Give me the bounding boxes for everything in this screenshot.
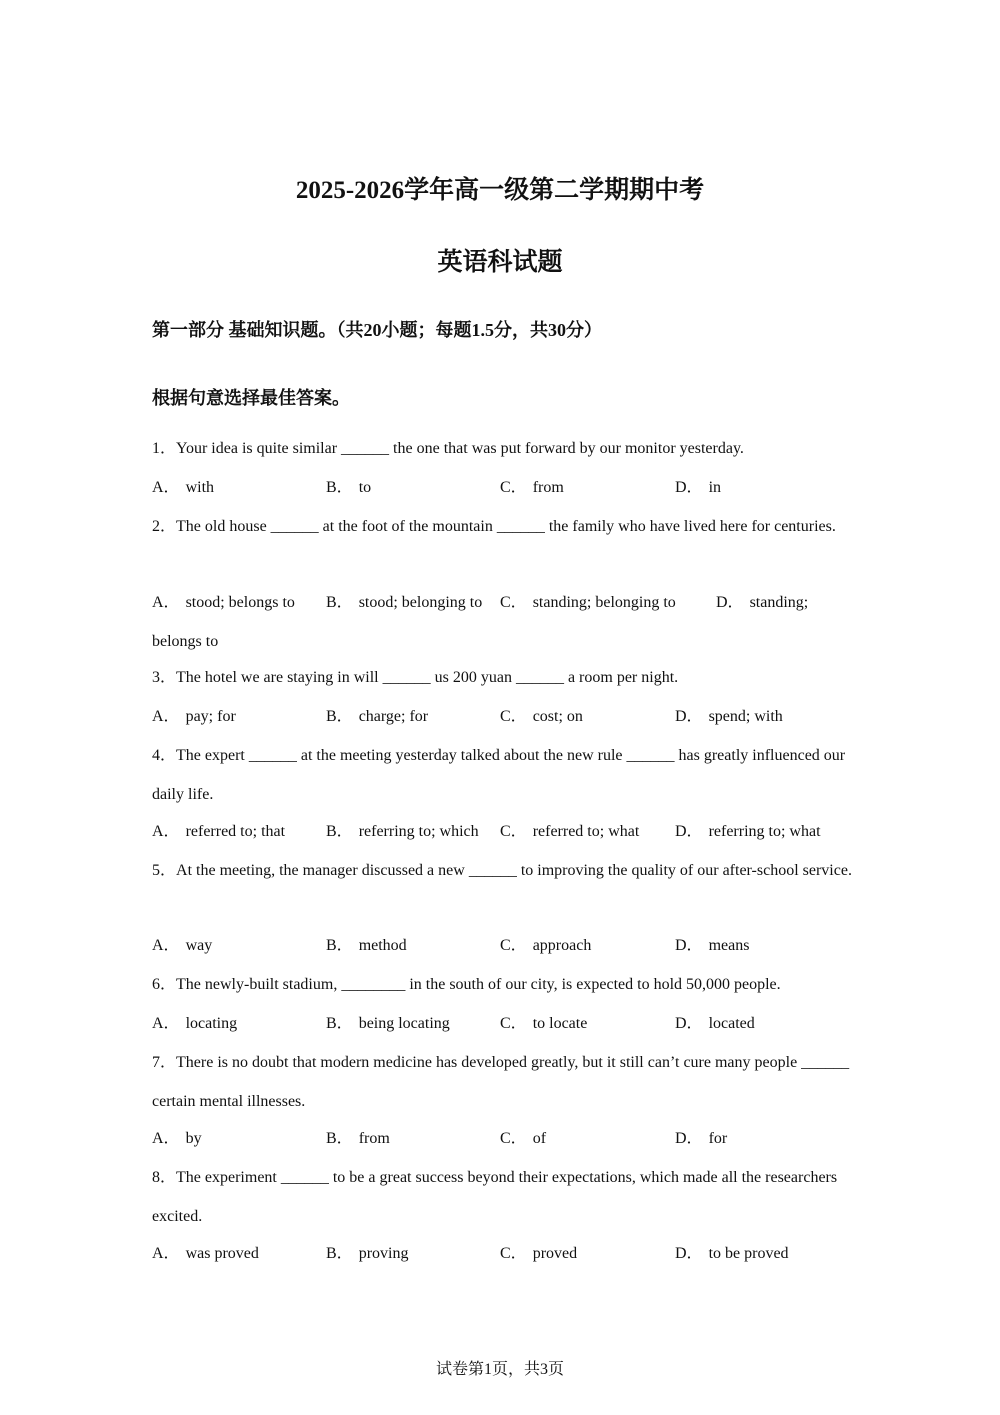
question-number: 5． <box>152 862 177 879</box>
option-d: D． to be proved <box>675 1245 789 1262</box>
option-d: D． located <box>675 1015 755 1032</box>
question-5 <box>152 851 852 890</box>
question-stem: Your idea is quite similar ______ the one that was put forward by our monitor yesterday. <box>176 440 744 457</box>
option-c: C． referred to; what <box>500 823 640 840</box>
question-stem: The hotel we are staying in will ______ us 200 yuan ______ a room per night. <box>176 669 679 686</box>
question-number: 4． <box>152 747 177 764</box>
option-a: A． referred to; that <box>152 823 286 840</box>
option-d-continued: belongs to <box>152 633 219 650</box>
option-a: A． by <box>152 1130 202 1147</box>
question-2-options <box>152 591 862 615</box>
question-4-options <box>152 820 862 844</box>
option-a: A． pay; for <box>152 708 236 725</box>
option-a: A． was proved <box>152 1245 259 1262</box>
option-b: B． charge; for <box>326 708 429 725</box>
question-1 <box>152 429 852 468</box>
option-d: D． for <box>675 1130 728 1147</box>
question-stem: The expert ______ at the meeting yesterday talked about the new rule ______ has greatly influenced our daily life. <box>152 747 846 803</box>
option-d: D． spend; with <box>675 708 783 725</box>
option-b: B． referring to; which <box>326 823 479 840</box>
question-8-options <box>152 1242 862 1266</box>
question-stem: At the meeting, the manager discussed a new ______ to improving the quality of our after-school service. <box>176 862 852 879</box>
option-a: A． stood; belongs to <box>152 594 295 611</box>
question-stem: There is no doubt that modern medicine has developed greatly, but it still can’t cure many people ______ certain mental illnesses. <box>152 1054 850 1110</box>
option-d: D． in <box>675 479 722 496</box>
question-number: 3． <box>152 669 177 686</box>
option-b: B． stood; belonging to <box>326 594 483 611</box>
part1-heading: 第一部分 基础知识题。（共20小题；每题1.5分，共30分） <box>152 320 602 340</box>
option-c: C． approach <box>500 937 592 954</box>
question-number: 6． <box>152 976 177 993</box>
option-a: A． locating <box>152 1015 238 1032</box>
question-number: 7． <box>152 1054 177 1071</box>
page-footer: 试卷第1页，共3页 <box>435 1361 564 1378</box>
option-b: B． from <box>326 1130 390 1147</box>
option-d: D． means <box>675 937 750 954</box>
question-8 <box>152 1158 852 1236</box>
question-3-options <box>152 705 862 729</box>
question-7 <box>152 1043 852 1121</box>
question-5-options <box>152 934 862 958</box>
question-7-options <box>152 1127 862 1151</box>
option-b: B． being locating <box>326 1015 450 1032</box>
question-stem: The old house ______ at the foot of the mountain ______ the family who have lived here for centuries. <box>176 518 836 535</box>
question-number: 2． <box>152 518 177 535</box>
option-c: C． proved <box>500 1245 578 1262</box>
question-6-options <box>152 1012 862 1036</box>
question-6 <box>152 965 872 1004</box>
part1-instruction: 根据句意选择最佳答案。 <box>152 388 350 408</box>
question-1-options <box>152 476 862 500</box>
option-c: C． of <box>500 1130 547 1147</box>
exam-title: 2025-2026学年高一级第二学期期中考 <box>295 177 705 204</box>
question-number: 1． <box>152 440 177 457</box>
option-c: C． cost; on <box>500 708 583 725</box>
question-3 <box>152 658 852 697</box>
question-2 <box>152 507 852 546</box>
option-c: C． to locate <box>500 1015 588 1032</box>
option-b: B． to <box>326 479 372 496</box>
question-4 <box>152 736 852 814</box>
option-b: B． method <box>326 937 407 954</box>
option-a: A． with <box>152 479 215 496</box>
option-b: B． proving <box>326 1245 409 1262</box>
option-d: D． referring to; what <box>675 823 821 840</box>
question-stem: The newly-built stadium, ________ in the south of our city, is expected to hold 50,000 people. <box>176 976 781 993</box>
option-a: A． way <box>152 937 213 954</box>
exam-subtitle: 英语科试题 <box>437 249 563 276</box>
option-c: C． standing; belonging to <box>500 594 676 611</box>
question-number: 8． <box>152 1169 177 1186</box>
option-c: C． from <box>500 479 564 496</box>
question-stem: The experiment ______ to be a great success beyond their expectations, which made all the researchers excited. <box>152 1169 838 1225</box>
option-d: D． standing; <box>716 594 809 611</box>
